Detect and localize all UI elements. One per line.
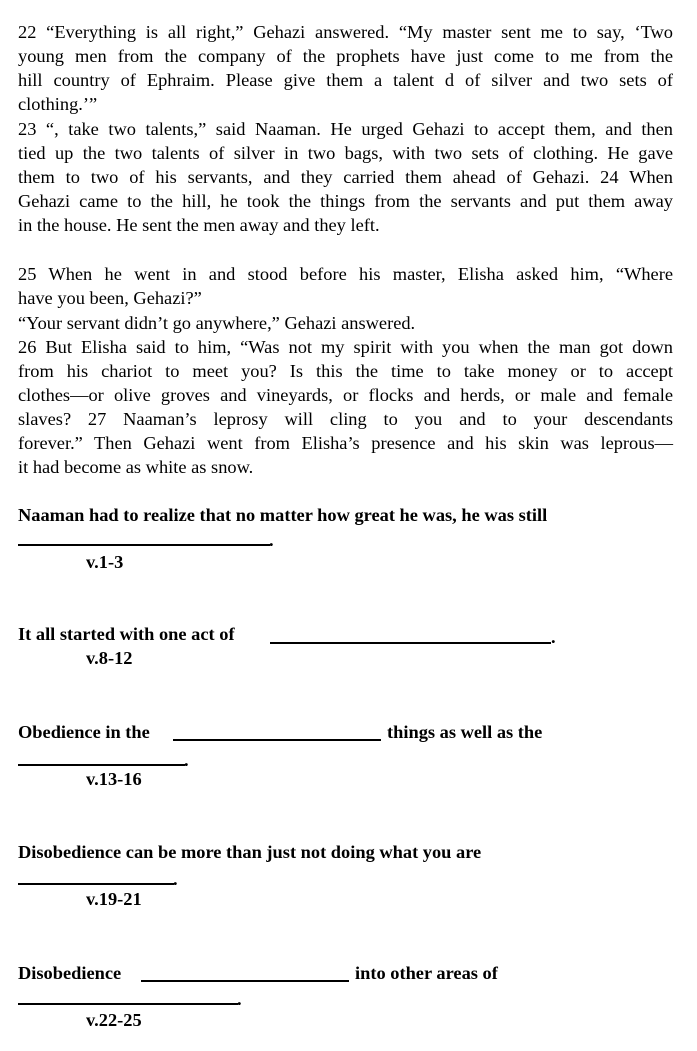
- question-3-text: Obedience in the: [18, 722, 150, 742]
- passage-line: hill country of Ephraim. Please give them a talent d of silver and two sets of: [18, 70, 673, 91]
- passage-line: tied up the two talents of silver in two bags, with two sets of clothing. He gave: [18, 143, 673, 164]
- question-2-period: .: [551, 627, 556, 647]
- answer-blank-4[interactable]: [18, 883, 174, 885]
- answer-blank-3a[interactable]: [173, 739, 381, 741]
- passage-line: from his chariot to meet you? Is this the time to take money or to accept: [18, 361, 673, 382]
- passage-paragraph-25: [18, 262, 673, 310]
- passage-line: Gehazi came to the hill, he took the things from the servants and put them away: [18, 191, 673, 212]
- question-4-period: .: [173, 869, 178, 889]
- question-2-verse-ref: v.8-12: [86, 648, 133, 668]
- answer-blank-3b[interactable]: [18, 764, 185, 766]
- passage-paragraph-23: [18, 117, 673, 237]
- passage-line: it had become as white as snow.: [18, 457, 254, 478]
- passage-line: 26 But Elisha said to him, “Was not my spirit with you when the man got down: [18, 337, 673, 357]
- question-5-period: .: [237, 989, 242, 1009]
- passage-line: clothes—or olive groves and vineyards, or flocks and herds, or male and female: [18, 385, 673, 406]
- question-4-verse-ref: v.19-21: [86, 889, 142, 909]
- passage-line: forever.” Then Gehazi went from Elisha’s presence and his skin was leprous—: [18, 433, 673, 454]
- question-3-text-cont: things as well as the: [387, 722, 543, 742]
- question-1-text: Naaman had to realize that no matter how great he was, he was still: [18, 505, 548, 525]
- passage-paragraph-answer: [18, 311, 673, 335]
- question-5-text-cont: into other areas of: [355, 963, 498, 983]
- question-4-text: Disobedience can be more than just not doing what you are: [18, 842, 482, 862]
- answer-blank-5a[interactable]: [141, 980, 349, 982]
- passage-line: in the house. He sent the men away and they left.: [18, 215, 380, 236]
- passage-line: have you been, Gehazi?”: [18, 288, 202, 309]
- question-3-period: .: [184, 750, 189, 770]
- question-5-verse-ref: v.22-25: [86, 1010, 142, 1030]
- passage-line: clothing.’”: [18, 94, 98, 115]
- answer-blank-5b[interactable]: [18, 1003, 238, 1005]
- answer-blank-1[interactable]: [18, 544, 270, 546]
- passage-line: slaves? 27 Naaman’s leprosy will cling to you and to your descendants: [18, 409, 673, 430]
- passage-line: young men from the company of the prophets have just come to me from the: [18, 46, 673, 67]
- question-1-period: .: [269, 530, 274, 550]
- question-3-verse-ref: v.13-16: [86, 769, 142, 789]
- question-1-verse-ref: v.1-3: [86, 552, 124, 572]
- passage-paragraph-26: [18, 335, 673, 480]
- passage-line: them to two of his servants, and they carried them ahead of Gehazi. 24 When: [18, 167, 673, 188]
- question-5-text: Disobedience: [18, 963, 122, 983]
- passage-paragraph-22: [18, 20, 673, 116]
- answer-blank-2[interactable]: [270, 642, 551, 644]
- passage-line: 22 “Everything is all right,” Gehazi answered. “My master sent me to say, ‘Two: [18, 22, 673, 42]
- passage-line: “Your servant didn’t go anywhere,” Gehazi answered.: [18, 313, 416, 333]
- passage-line: 25 When he went in and stood before his master, Elisha asked him, “Where: [18, 264, 673, 284]
- question-2-text: It all started with one act of: [18, 624, 235, 644]
- passage-line: 23 “, take two talents,” said Naaman. He urged Gehazi to accept them, and then: [18, 119, 673, 139]
